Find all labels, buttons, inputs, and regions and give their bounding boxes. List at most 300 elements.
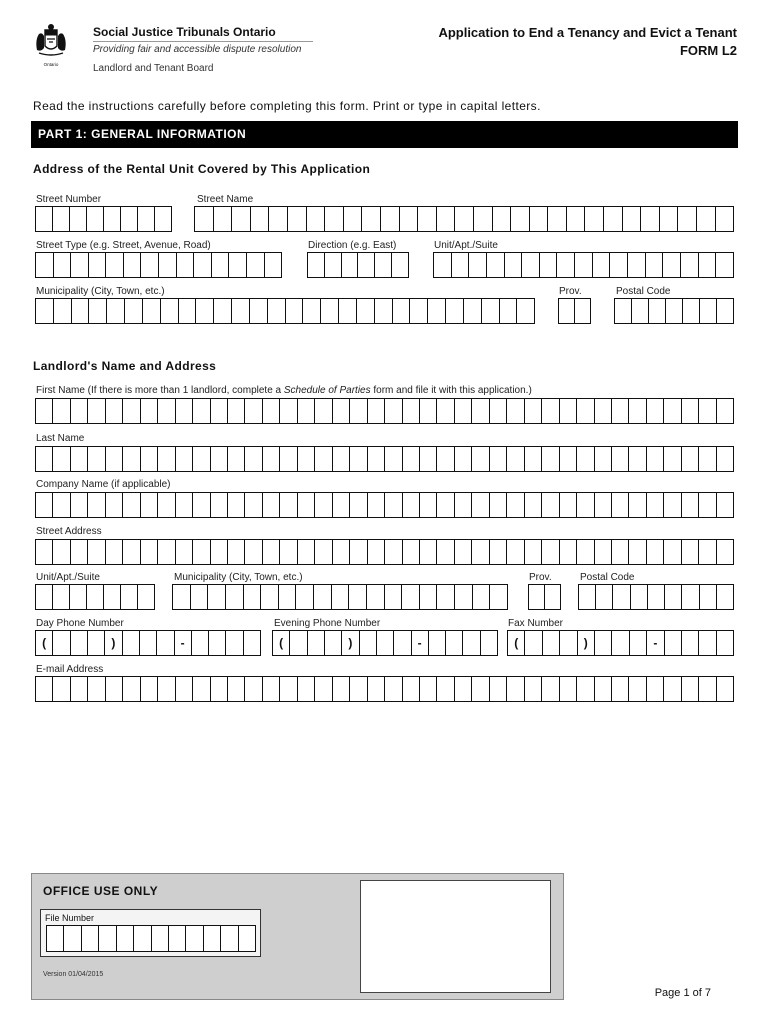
char-box[interactable] (664, 399, 681, 423)
char-box[interactable] (428, 299, 446, 323)
char-box[interactable] (595, 399, 612, 423)
char-box[interactable] (244, 631, 260, 655)
char-box[interactable] (296, 585, 314, 609)
char-box[interactable] (307, 207, 326, 231)
char-box[interactable] (700, 299, 717, 323)
char-box[interactable] (630, 631, 647, 655)
landlord-municipality-field[interactable] (172, 584, 508, 610)
char-box[interactable] (716, 253, 733, 277)
rental-street-type-field[interactable] (35, 252, 282, 278)
char-box[interactable] (375, 299, 393, 323)
char-box[interactable] (610, 253, 628, 277)
char-box[interactable] (682, 493, 699, 517)
char-box[interactable] (123, 631, 140, 655)
char-box[interactable] (89, 253, 107, 277)
char-box[interactable] (596, 585, 613, 609)
char-box[interactable] (177, 253, 195, 277)
char-box[interactable] (342, 253, 359, 277)
char-box[interactable] (88, 493, 105, 517)
char-box[interactable] (99, 926, 116, 951)
char-box[interactable] (193, 493, 210, 517)
char-box[interactable] (660, 207, 679, 231)
char-box[interactable] (482, 299, 500, 323)
char-box[interactable] (437, 493, 454, 517)
char-box[interactable] (70, 585, 87, 609)
char-box[interactable] (717, 540, 733, 564)
rental-street-name-field[interactable] (194, 206, 734, 232)
char-box[interactable] (106, 540, 123, 564)
char-box[interactable] (314, 585, 332, 609)
file-number-field[interactable] (46, 925, 256, 952)
char-box[interactable] (394, 631, 411, 655)
char-box[interactable] (529, 585, 545, 609)
char-box[interactable] (567, 207, 586, 231)
char-box[interactable] (525, 399, 542, 423)
char-box[interactable] (104, 585, 121, 609)
char-box[interactable] (517, 299, 534, 323)
char-box[interactable] (211, 399, 228, 423)
char-box[interactable] (298, 540, 315, 564)
char-box[interactable] (214, 207, 233, 231)
char-box[interactable] (368, 540, 385, 564)
char-box[interactable] (88, 677, 105, 701)
char-box[interactable] (71, 677, 88, 701)
char-box[interactable] (368, 399, 385, 423)
char-box[interactable] (699, 399, 716, 423)
char-box[interactable] (350, 493, 367, 517)
char-box[interactable] (228, 447, 245, 471)
char-box[interactable] (141, 447, 158, 471)
char-box[interactable] (232, 299, 250, 323)
char-box[interactable] (350, 677, 367, 701)
char-box[interactable] (469, 253, 487, 277)
char-box[interactable] (393, 299, 411, 323)
char-box[interactable] (36, 677, 53, 701)
char-box[interactable] (682, 540, 699, 564)
char-box[interactable] (140, 631, 157, 655)
char-box[interactable] (158, 399, 175, 423)
char-box[interactable] (36, 299, 54, 323)
char-box[interactable] (385, 447, 402, 471)
char-box[interactable] (481, 631, 497, 655)
char-box[interactable] (244, 585, 262, 609)
char-box[interactable] (269, 207, 288, 231)
char-box[interactable] (629, 493, 646, 517)
char-box[interactable] (71, 493, 88, 517)
char-box[interactable] (368, 493, 385, 517)
char-box[interactable] (612, 493, 629, 517)
char-box[interactable] (315, 493, 332, 517)
char-box[interactable] (54, 253, 72, 277)
char-box[interactable] (87, 207, 104, 231)
char-box[interactable] (604, 207, 623, 231)
char-box[interactable] (280, 677, 297, 701)
char-box[interactable] (585, 207, 604, 231)
char-box[interactable] (472, 540, 489, 564)
char-box[interactable] (487, 253, 505, 277)
char-box[interactable] (106, 399, 123, 423)
char-box[interactable] (490, 493, 507, 517)
char-box[interactable] (595, 677, 612, 701)
char-box[interactable] (385, 585, 403, 609)
char-box[interactable] (212, 253, 230, 277)
char-box[interactable] (612, 540, 629, 564)
char-box[interactable] (665, 631, 682, 655)
char-box[interactable] (53, 585, 70, 609)
char-box[interactable] (88, 447, 105, 471)
char-box[interactable] (623, 207, 642, 231)
char-box[interactable] (699, 677, 716, 701)
char-box[interactable] (593, 253, 611, 277)
char-box[interactable] (158, 540, 175, 564)
char-box[interactable] (87, 585, 104, 609)
char-box[interactable] (473, 585, 491, 609)
char-box[interactable] (507, 399, 524, 423)
char-box[interactable] (36, 399, 53, 423)
char-box[interactable] (420, 540, 437, 564)
char-box[interactable] (138, 585, 154, 609)
char-box[interactable] (700, 585, 717, 609)
char-box[interactable] (124, 253, 142, 277)
char-box[interactable] (117, 926, 134, 951)
char-box[interactable] (615, 299, 632, 323)
char-box[interactable] (629, 447, 646, 471)
char-box[interactable] (507, 540, 524, 564)
landlord-unit-field[interactable] (35, 584, 155, 610)
char-box[interactable] (134, 926, 151, 951)
char-box[interactable] (420, 399, 437, 423)
char-box[interactable] (88, 631, 105, 655)
char-box[interactable] (298, 493, 315, 517)
char-box[interactable] (123, 399, 140, 423)
char-box[interactable] (507, 447, 524, 471)
char-box[interactable] (71, 631, 88, 655)
char-box[interactable] (697, 207, 716, 231)
char-box[interactable] (36, 447, 53, 471)
char-box[interactable] (505, 253, 523, 277)
char-box[interactable] (717, 585, 733, 609)
char-box[interactable] (579, 585, 596, 609)
char-box[interactable] (525, 493, 542, 517)
char-box[interactable] (368, 677, 385, 701)
char-box[interactable] (525, 540, 542, 564)
char-box[interactable] (683, 299, 700, 323)
char-box[interactable] (420, 493, 437, 517)
char-box[interactable] (106, 493, 123, 517)
char-box[interactable] (196, 299, 214, 323)
char-box[interactable] (400, 207, 419, 231)
char-box[interactable] (88, 399, 105, 423)
rental-postal-code-field[interactable] (614, 298, 734, 324)
char-box[interactable] (595, 540, 612, 564)
char-box[interactable] (263, 540, 280, 564)
char-box[interactable] (410, 299, 428, 323)
char-box[interactable] (308, 253, 325, 277)
char-box[interactable] (629, 540, 646, 564)
char-box[interactable] (64, 926, 81, 951)
char-box[interactable] (682, 399, 699, 423)
char-box[interactable] (560, 399, 577, 423)
char-box[interactable] (522, 253, 540, 277)
char-box[interactable] (53, 399, 70, 423)
char-box[interactable] (446, 299, 464, 323)
char-box[interactable] (173, 585, 191, 609)
char-box[interactable] (315, 540, 332, 564)
char-box[interactable] (525, 677, 542, 701)
char-box[interactable] (71, 447, 88, 471)
char-box[interactable] (681, 253, 699, 277)
rental-unit-field[interactable] (433, 252, 734, 278)
char-box[interactable] (403, 399, 420, 423)
landlord-prov-field[interactable] (528, 584, 561, 610)
char-box[interactable] (280, 447, 297, 471)
char-box[interactable] (612, 399, 629, 423)
char-box[interactable] (193, 399, 210, 423)
char-box[interactable] (176, 399, 193, 423)
char-box[interactable] (664, 540, 681, 564)
char-box[interactable] (195, 207, 214, 231)
char-box[interactable] (420, 677, 437, 701)
char-box[interactable] (333, 447, 350, 471)
char-box[interactable] (559, 299, 575, 323)
char-box[interactable] (193, 677, 210, 701)
char-box[interactable] (47, 926, 64, 951)
char-box[interactable] (542, 447, 559, 471)
char-box[interactable] (434, 253, 452, 277)
char-box[interactable] (211, 540, 228, 564)
char-box[interactable] (437, 447, 454, 471)
char-box[interactable] (647, 447, 664, 471)
char-box[interactable] (245, 677, 262, 701)
char-box[interactable] (344, 207, 363, 231)
char-box[interactable] (682, 585, 699, 609)
char-box[interactable] (176, 540, 193, 564)
char-box[interactable] (647, 493, 664, 517)
char-box[interactable] (682, 677, 699, 701)
char-box[interactable] (214, 299, 232, 323)
char-box[interactable] (542, 399, 559, 423)
char-box[interactable] (542, 493, 559, 517)
char-box[interactable] (106, 253, 124, 277)
char-box[interactable] (403, 677, 420, 701)
char-box[interactable] (575, 253, 593, 277)
char-box[interactable] (542, 540, 559, 564)
landlord-last-name-field[interactable] (35, 446, 734, 472)
char-box[interactable] (303, 299, 321, 323)
char-box[interactable] (186, 926, 203, 951)
char-box[interactable] (511, 207, 530, 231)
char-box[interactable] (71, 399, 88, 423)
char-box[interactable] (332, 585, 350, 609)
char-box[interactable] (612, 631, 629, 655)
char-box[interactable] (682, 447, 699, 471)
char-box[interactable] (452, 253, 470, 277)
char-box[interactable] (463, 631, 480, 655)
char-box[interactable] (263, 399, 280, 423)
char-box[interactable] (678, 207, 697, 231)
char-box[interactable] (613, 585, 630, 609)
char-box[interactable] (228, 493, 245, 517)
char-box[interactable] (540, 253, 558, 277)
char-box[interactable] (159, 253, 177, 277)
landlord-postal-code-field[interactable] (578, 584, 734, 610)
char-box[interactable] (89, 299, 107, 323)
char-box[interactable] (53, 540, 70, 564)
char-box[interactable] (53, 677, 70, 701)
char-box[interactable] (288, 207, 307, 231)
char-box[interactable] (420, 585, 438, 609)
char-box[interactable] (577, 493, 594, 517)
char-box[interactable] (682, 631, 699, 655)
char-box[interactable] (560, 677, 577, 701)
char-box[interactable] (228, 677, 245, 701)
char-box[interactable] (121, 207, 138, 231)
char-box[interactable] (251, 207, 270, 231)
char-box[interactable] (646, 253, 664, 277)
char-box[interactable] (141, 253, 159, 277)
char-box[interactable] (138, 207, 155, 231)
char-box[interactable] (36, 585, 53, 609)
char-box[interactable] (192, 631, 209, 655)
char-box[interactable] (263, 493, 280, 517)
char-box[interactable] (402, 585, 420, 609)
char-box[interactable] (315, 677, 332, 701)
char-box[interactable] (699, 447, 716, 471)
char-box[interactable] (632, 299, 649, 323)
char-box[interactable] (474, 207, 493, 231)
char-box[interactable] (70, 207, 87, 231)
char-box[interactable] (107, 299, 125, 323)
char-box[interactable] (717, 447, 733, 471)
char-box[interactable] (490, 540, 507, 564)
char-box[interactable] (221, 926, 238, 951)
char-box[interactable] (123, 493, 140, 517)
char-box[interactable] (542, 677, 559, 701)
char-box[interactable] (545, 585, 560, 609)
char-box[interactable] (71, 540, 88, 564)
char-box[interactable] (631, 585, 648, 609)
char-box[interactable] (575, 299, 590, 323)
char-box[interactable] (245, 399, 262, 423)
char-box[interactable] (141, 540, 158, 564)
char-box[interactable] (699, 540, 716, 564)
char-box[interactable] (350, 540, 367, 564)
char-box[interactable] (36, 540, 53, 564)
char-box[interactable] (392, 253, 408, 277)
char-box[interactable] (385, 540, 402, 564)
char-box[interactable] (375, 253, 392, 277)
char-box[interactable] (176, 677, 193, 701)
char-box[interactable] (333, 493, 350, 517)
char-box[interactable] (530, 207, 549, 231)
char-box[interactable] (403, 493, 420, 517)
char-box[interactable] (245, 493, 262, 517)
char-box[interactable] (106, 447, 123, 471)
char-box[interactable] (123, 447, 140, 471)
char-box[interactable] (629, 677, 646, 701)
char-box[interactable] (250, 299, 268, 323)
char-box[interactable] (280, 493, 297, 517)
char-box[interactable] (265, 253, 282, 277)
char-box[interactable] (176, 493, 193, 517)
char-box[interactable] (507, 493, 524, 517)
char-box[interactable] (455, 447, 472, 471)
char-box[interactable] (699, 493, 716, 517)
char-box[interactable] (193, 447, 210, 471)
char-box[interactable] (663, 253, 681, 277)
char-box[interactable] (247, 253, 265, 277)
char-box[interactable] (641, 207, 660, 231)
char-box[interactable] (333, 399, 350, 423)
char-box[interactable] (500, 299, 518, 323)
char-box[interactable] (350, 399, 367, 423)
char-box[interactable] (158, 447, 175, 471)
char-box[interactable] (226, 631, 243, 655)
char-box[interactable] (53, 447, 70, 471)
char-box[interactable] (446, 631, 463, 655)
char-box[interactable] (53, 493, 70, 517)
char-box[interactable] (36, 207, 53, 231)
char-box[interactable] (437, 540, 454, 564)
char-box[interactable] (381, 207, 400, 231)
char-box[interactable] (577, 677, 594, 701)
char-box[interactable] (717, 631, 733, 655)
char-box[interactable] (612, 677, 629, 701)
char-box[interactable] (228, 540, 245, 564)
char-box[interactable] (204, 926, 221, 951)
char-box[interactable] (325, 631, 342, 655)
char-box[interactable] (525, 631, 542, 655)
char-box[interactable] (437, 585, 455, 609)
char-box[interactable] (455, 585, 473, 609)
char-box[interactable] (228, 399, 245, 423)
char-box[interactable] (664, 493, 681, 517)
landlord-first-name-field[interactable] (35, 398, 734, 424)
char-box[interactable] (106, 677, 123, 701)
char-box[interactable] (464, 299, 482, 323)
char-box[interactable] (560, 447, 577, 471)
char-box[interactable] (455, 493, 472, 517)
char-box[interactable] (194, 253, 212, 277)
char-box[interactable] (179, 299, 197, 323)
char-box[interactable] (403, 540, 420, 564)
char-box[interactable] (362, 207, 381, 231)
char-box[interactable] (455, 540, 472, 564)
char-box[interactable] (367, 585, 385, 609)
char-box[interactable] (490, 677, 507, 701)
char-box[interactable] (420, 447, 437, 471)
char-box[interactable] (595, 493, 612, 517)
char-box[interactable] (315, 447, 332, 471)
char-box[interactable] (507, 677, 524, 701)
rental-direction-field[interactable] (307, 252, 409, 278)
char-box[interactable] (429, 631, 446, 655)
char-box[interactable] (333, 540, 350, 564)
char-box[interactable] (418, 207, 437, 231)
char-box[interactable] (280, 540, 297, 564)
char-box[interactable] (298, 447, 315, 471)
char-box[interactable] (141, 677, 158, 701)
landlord-company-field[interactable] (35, 492, 734, 518)
char-box[interactable] (141, 399, 158, 423)
char-box[interactable] (647, 677, 664, 701)
char-box[interactable] (290, 631, 307, 655)
char-box[interactable] (490, 399, 507, 423)
char-box[interactable] (268, 299, 286, 323)
char-box[interactable] (123, 540, 140, 564)
char-box[interactable] (36, 493, 53, 517)
char-box[interactable] (104, 207, 121, 231)
